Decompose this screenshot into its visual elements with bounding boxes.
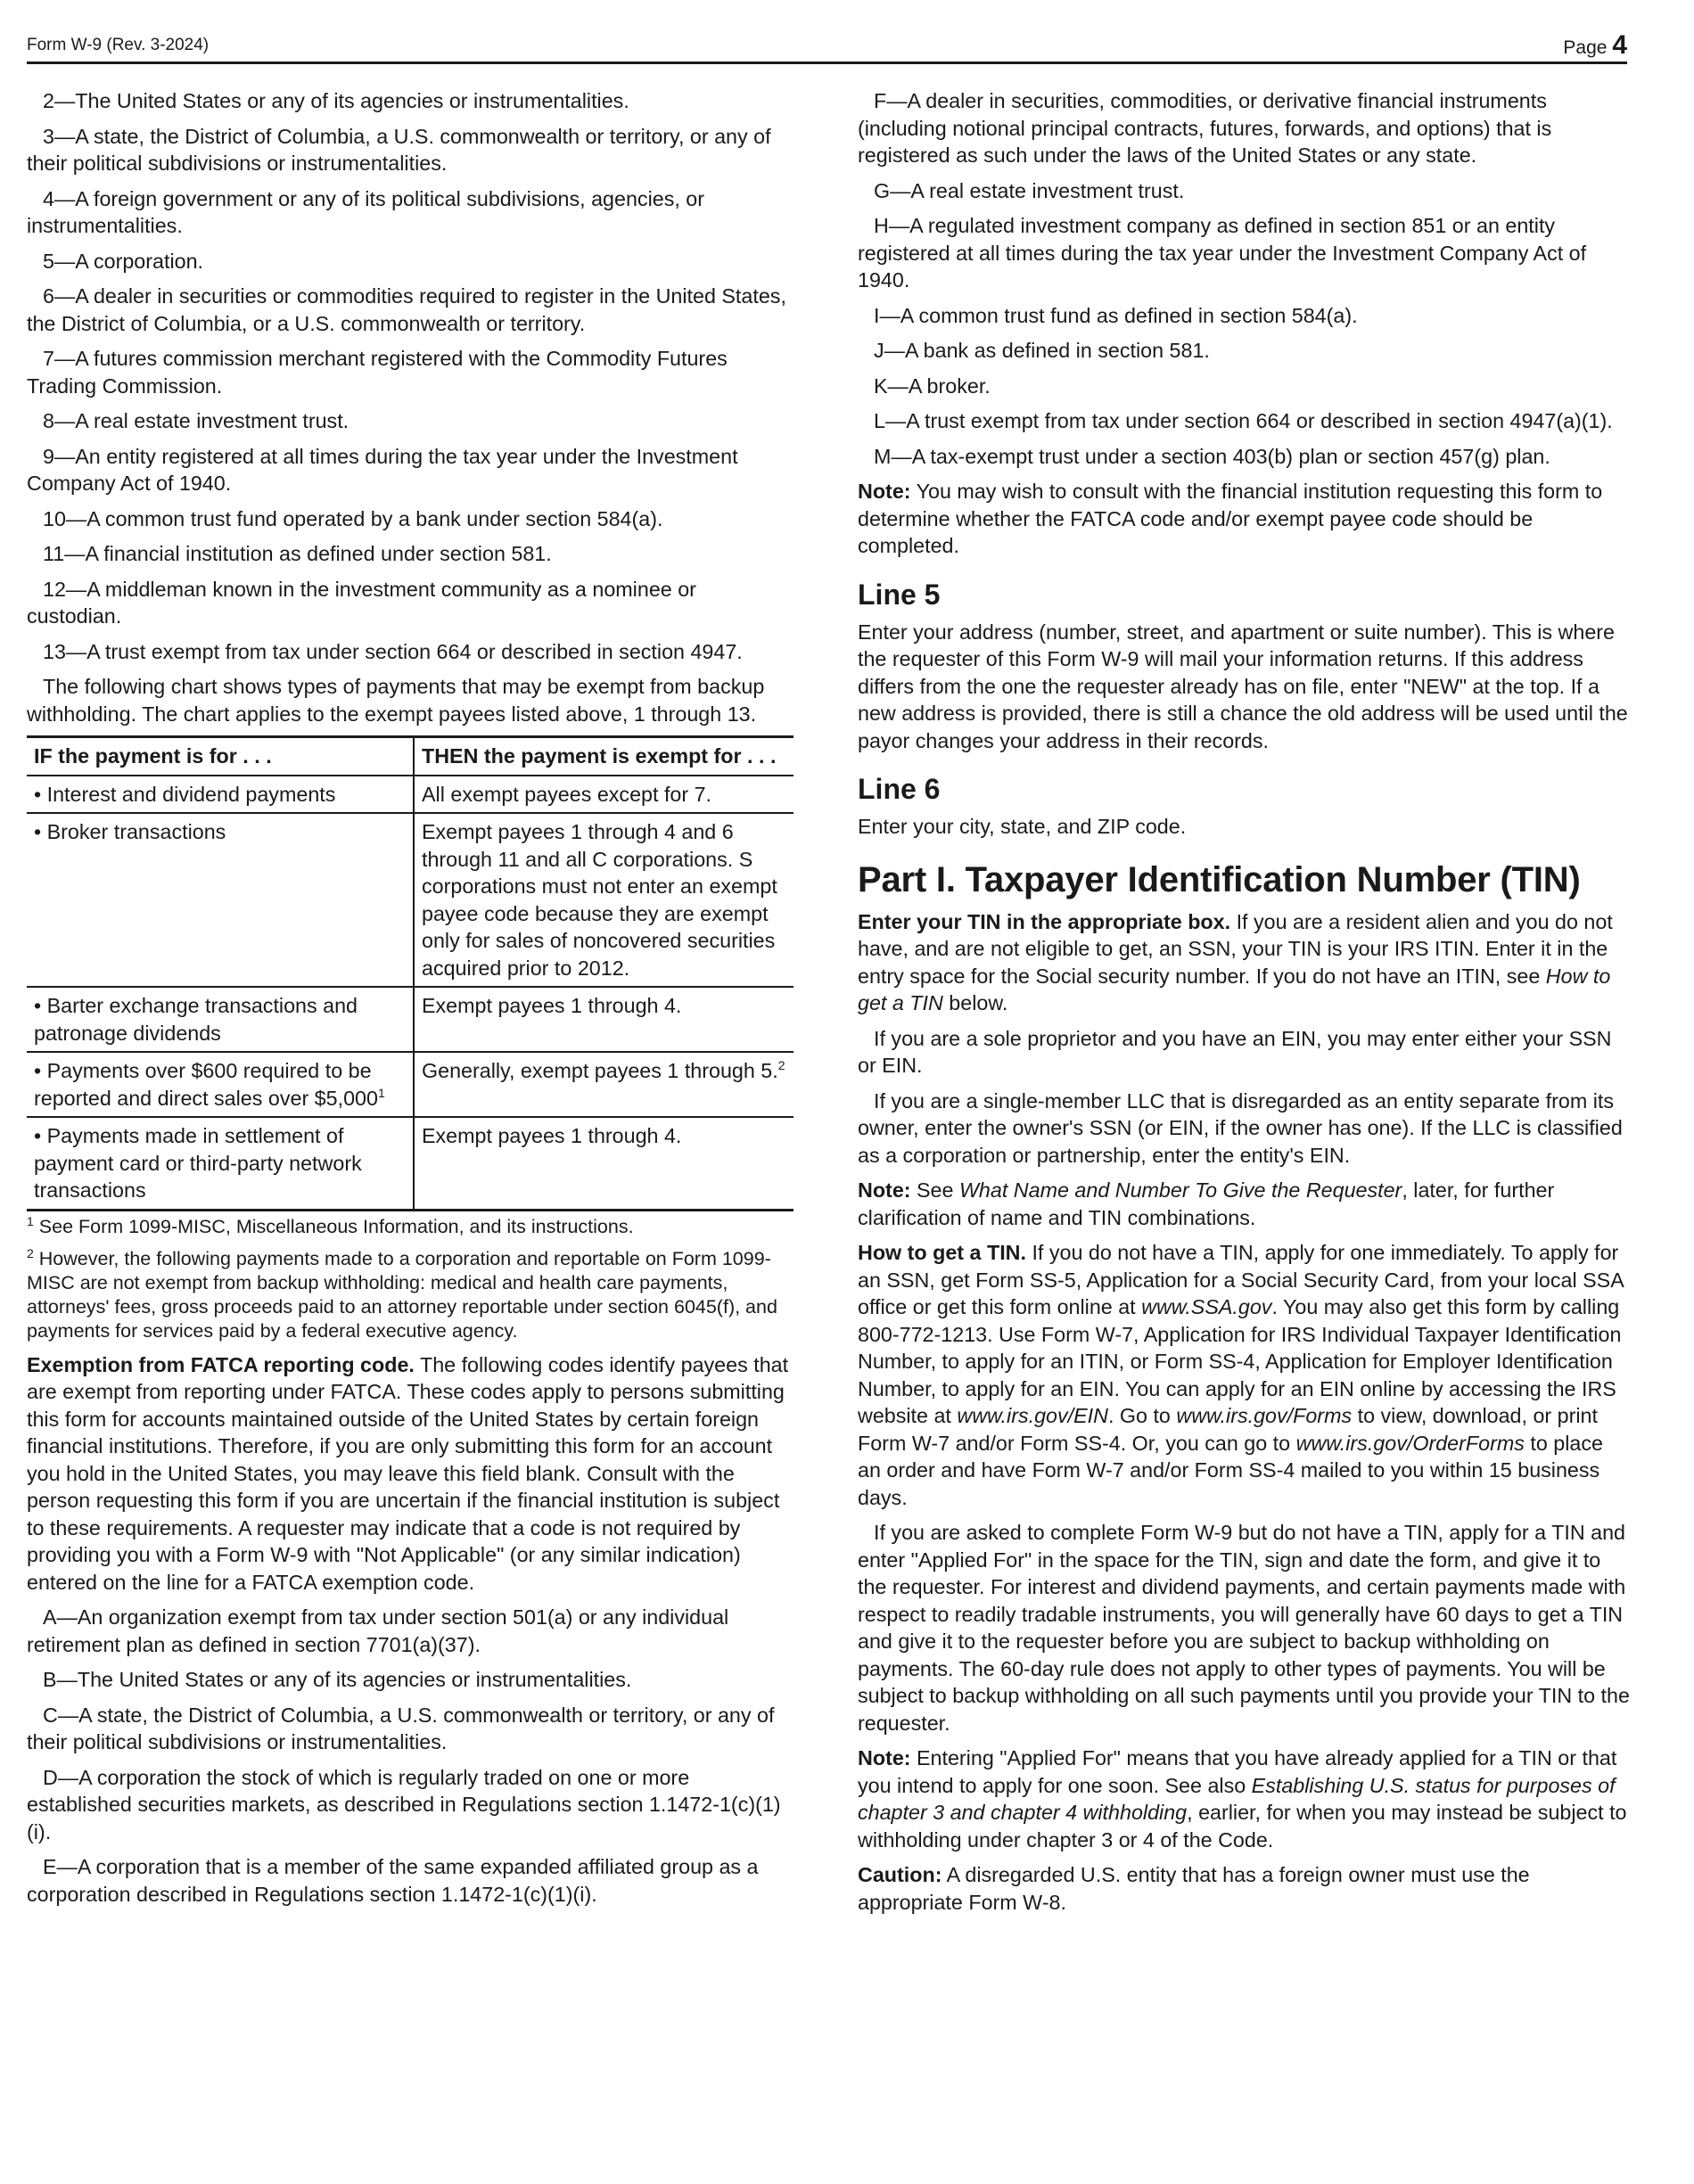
line5-heading: Line 5	[858, 578, 941, 611]
note-paragraph: Note: Entering "Applied For" means that you have already applied for a TIN or that you intend to apply for one soon. See also Establishing U.S. status for purposes of chapter 3 and chapter 4 withholding, earlier, for when you may instead be subject to withholding under chapter 3 or 4 of the Code.	[858, 1746, 1627, 1851]
caution-paragraph: Caution: A disregarded U.S. entity that has a foreign owner must use the appropriate Form W-8.	[858, 1863, 1530, 1914]
irs-ein-link[interactable]: www.irs.gov/EIN	[957, 1404, 1108, 1427]
footnote-ref: 1	[377, 1085, 385, 1100]
fatca-code-item: D—A corporation the stock of which is regularly traded on one or more established securities markets, as described in Regulations section 1.1472-1(c)(1)(i).	[27, 1765, 781, 1843]
table-cell: Exempt payees 1 through 4 and 6 through 11 and all C corporations. S corporations must not enter an exempt payee code because they are exempt only for sales of noncovered securities acquired prior to 2012.	[414, 813, 794, 987]
sole-proprietor-paragraph: If you are a sole proprietor and you have an EIN, you may enter either your SSN or EIN.	[858, 1026, 1612, 1077]
exempt-payee-item: 13—A trust exempt from tax under section 664 or described in section 4947.	[43, 639, 743, 663]
exempt-payee-item: 3—A state, the District of Columbia, a U.S. commonwealth or territory, or any of their political subdivisions or instrumentalities.	[27, 124, 771, 175]
exempt-payee-item: 8—A real estate investment trust.	[43, 409, 349, 432]
exempt-payee-item: 2—The United States or any of its agencies or instrumentalities.	[43, 89, 629, 112]
fatca-code-item: J—A bank as defined in section 581.	[874, 339, 1210, 362]
exempt-payee-item: 7—A futures commission merchant registered with the Commodity Futures Trading Commission.	[27, 347, 728, 398]
line6-text: Enter your city, state, and ZIP code.	[858, 815, 1187, 838]
table-cell: • Interest and dividend payments	[27, 776, 414, 814]
table-row	[27, 776, 794, 814]
table-row	[27, 987, 794, 1052]
table-cell: Generally, exempt payees 1 through 5.$^2$	[414, 1052, 794, 1117]
ssa-link[interactable]: www.SSA.gov	[1141, 1295, 1272, 1318]
fatca-code-item: K—A broker.	[874, 374, 991, 398]
fatca-code-item: B—The United States or any of its agencies or instrumentalities.	[43, 1668, 632, 1691]
footnote: $^1$ See Form 1099-MISC, Miscellaneous Information, and its instructions.	[27, 1213, 634, 1237]
fatca-code-item: G—A real estate investment trust.	[874, 178, 1185, 202]
footnote-ref: 2	[777, 1058, 785, 1073]
exempt-payments-table	[27, 735, 794, 1211]
exempt-payee-item: 10—A common trust fund operated by a bank under section 584(a).	[43, 506, 663, 530]
table-row	[27, 813, 794, 987]
table-cell: • Payments over $600 required to be reported and direct sales over $5,000$^1$	[27, 1052, 414, 1117]
exempt-payee-item: 11—A financial institution as defined under section 581.	[43, 542, 552, 565]
left-column	[27, 87, 794, 1916]
how-to-get-tin-paragraph: How to get a TIN. If you do not have a TIN, apply for one immediately. To apply for an SSN, get Form SS-5, Application for a Social Security Card, from your local SSA office or get this form online at www.SSA.gov. You may also get this form by calling 800-772-1213. Use Form W-7, Application for IRS Individual Taxpayer Identification Number, to apply for an ITIN, or Form SS-4, Application for Employer Identification Number, to apply for an EIN. You can apply for an EIN online by accessing the IRS website at www.irs.gov/EIN. Go to www.irs.gov/Forms to view, download, or print Form W-7 and/or Form SS-4. Or, you can go to www.irs.gov/OrderForms to place an order and have Form W-7 and/or Form SS-4 mailed to you within 15 business days.	[858, 1241, 1624, 1509]
page-header	[27, 27, 1627, 64]
fatca-paragraph: Exemption from FATCA reporting code. The following codes identify payees that are exempt from reporting under FATCA. These codes apply to persons submitting this form for accounts maintained outside of the United States by certain foreign financial institutions. Therefore, if you are only submitting this form for an account you hold in the United States, you may leave this field blank. Consult with the person requesting this form if you are uncertain if the financial institution is subject to these requirements. A requester may indicate that a code is not required by providing you with a Form W-9 with "Not Applicable" (or any similar indication) entered on the line for a FATCA exemption code.	[27, 1352, 789, 1594]
table-cell: Exempt payees 1 through 4.	[414, 987, 794, 1052]
exempt-payee-item: 4—A foreign government or any of its political subdivisions, agencies, or instrumentalities.	[27, 186, 705, 237]
line5-text: Enter your address (number, street, and apartment or suite number). This is where the requester of this Form W-9 will mail your information returns. If this address differs from the one the requester already has on file, enter "NEW" at the top. If a new address is provided, there is still a chance the old address will be used until the payor changes your address in their records.	[858, 620, 1628, 752]
form-identifier: Form W-9 (Rev. 3-2024)	[27, 36, 210, 54]
exempt-payee-item: 6—A dealer in securities or commodities required to register in the United States, the District of Columbia, or a U.S. commonwealth or territory.	[27, 284, 786, 335]
fatca-code-item: F—A dealer in securities, commodities, or derivative financial instruments (including notional principal contracts, futures, forwards, and options) that is registered as such under the laws of the United States or any state.	[858, 89, 1552, 167]
table-cell: • Payments made in settlement of payment card or third-party network transactions	[27, 1117, 414, 1210]
table-header-row	[27, 737, 794, 776]
exempt-payee-item: 12—A middleman known in the investment community as a nominee or custodian.	[27, 577, 696, 628]
table-row	[27, 1052, 794, 1117]
page-number: Page 4	[1563, 30, 1627, 60]
chart-intro: The following chart shows types of payments that may be exempt from backup withholding. The chart applies to the exempt payees listed above, 1 through 13.	[27, 675, 765, 726]
part1-heading: Part I. Taxpayer Identification Number (TIN)	[858, 859, 1581, 899]
llc-paragraph: If you are a single-member LLC that is disregarded as an entity separate from its owner, enter the owner's SSN (or EIN, if the owner has one). If the LLC is classified as a corporation or partnership, enter the entity's EIN.	[858, 1088, 1623, 1167]
irs-orderforms-link[interactable]: www.irs.gov/OrderForms	[1295, 1431, 1525, 1455]
table-cell: • Barter exchange transactions and patronage dividends	[27, 987, 414, 1052]
fatca-code-item: L—A trust exempt from tax under section 664 or described in section 4947(a)(1).	[874, 409, 1613, 432]
table-cell: All exempt payees except for 7.	[414, 776, 794, 814]
table-header-cell: THEN the payment is exempt for . . .	[414, 737, 794, 776]
table-cell: Exempt payees 1 through 4.	[414, 1117, 794, 1210]
table-cell: • Broker transactions	[27, 813, 414, 987]
footnote: $^2$ However, the following payments made to a corporation and reportable on Form 1099-MISC are not exempt from backup withholding: medical and health care payments, attorneys' fees, gross proceeds paid to an attorney reportable under section 6045(f), and payments for services paid by a federal executive agency.	[27, 1245, 777, 1342]
tin-paragraph: Enter your TIN in the appropriate box. If you are a resident alien and you do not have, and are not eligible to get, an SSN, your TIN is your IRS ITIN. Enter it in the entry space for the Social security number. If you do not have an ITIN, see How to get a TIN below.	[858, 909, 1613, 1014]
right-column	[858, 87, 1632, 1924]
line6-heading: Line 6	[858, 773, 941, 805]
exempt-payee-item: 5—A corporation.	[43, 249, 204, 273]
fatca-code-item: H—A regulated investment company as defined in section 851 or an entity registered at all times during the tax year under the Investment Company Act of 1940.	[858, 214, 1587, 291]
note-paragraph: Note: See What Name and Number To Give the Requester, later, for further clarification of name and TIN combinations.	[858, 1178, 1555, 1229]
exempt-payee-item: 9—An entity registered at all times during the tax year under the Investment Company Act of 1940.	[27, 444, 738, 495]
fatca-code-item: C—A state, the District of Columbia, a U.S. commonwealth or territory, or any of their political subdivisions or instrumentalities.	[27, 1703, 775, 1753]
fatca-code-item: I—A common trust fund as defined in section 584(a).	[874, 303, 1358, 327]
irs-forms-link[interactable]: www.irs.gov/Forms	[1176, 1404, 1353, 1427]
table-row	[27, 1117, 794, 1210]
note-paragraph: Note: You may wish to consult with the financial institution requesting this form to determine whether the FATCA code and/or exempt payee code should be completed.	[858, 480, 1603, 557]
applied-for-paragraph: If you are asked to complete Form W-9 but do not have a TIN, apply for a TIN and enter "Applied For" in the space for the TIN, sign and date the form, and give it to the requester. For interest and dividend payments, and certain payments made with respect to readily tradable instruments, you will generally have 60 days to get a TIN and give it to the requester before you are subject to backup withholding on payments. The 60-day rule does not apply to other types of payments. You will be subject to backup withholding on all such payments until you provide your TIN to the requester.	[858, 1521, 1630, 1735]
fatca-code-item: M—A tax-exempt trust under a section 403(b) plan or section 457(g) plan.	[874, 444, 1550, 468]
fatca-code-item: A—An organization exempt from tax under section 501(a) or any individual retirement plan as defined in section 7701(a)(37).	[27, 1605, 729, 1656]
fatca-code-item: E—A corporation that is a member of the same expanded affiliated group as a corporation described in Regulations section 1.1472-1(c)(1)(i).	[27, 1855, 759, 1906]
table-header-cell: IF the payment is for . . .	[27, 737, 414, 776]
